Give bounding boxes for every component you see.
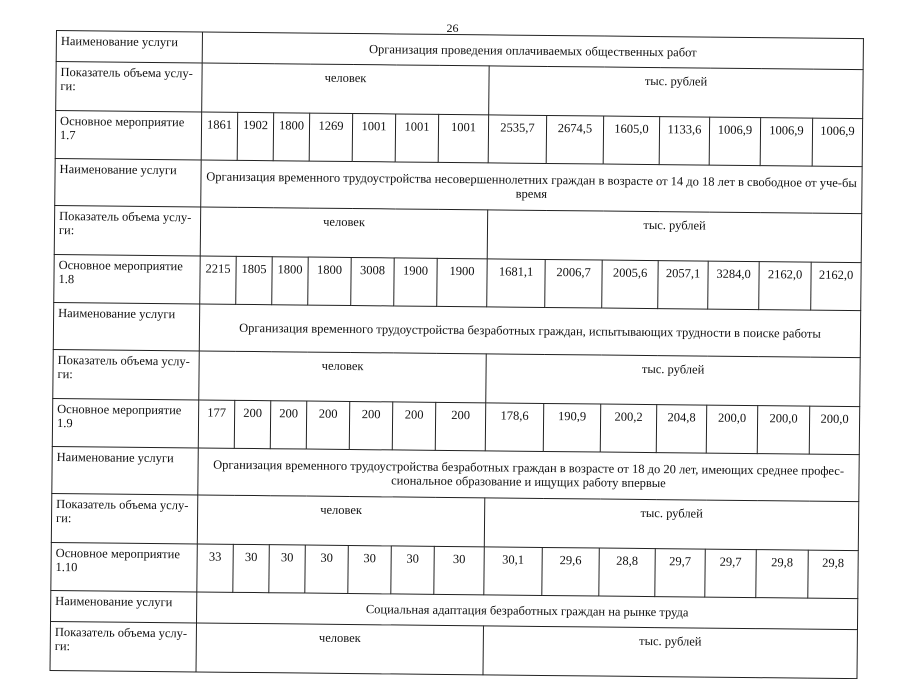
services-table <box>50 30 864 679</box>
people-value-cell: 1001 <box>352 114 395 162</box>
money-value-cell: 29,6 <box>542 547 599 596</box>
money-value-cell: 30,1 <box>484 547 542 596</box>
service-name: Социальная адаптация безработных граждан на рынке труда <box>197 592 858 630</box>
activity-row <box>52 398 859 454</box>
activity-row <box>51 542 858 598</box>
people-value-cell: 30 <box>305 545 348 593</box>
money-value-cell: 200,0 <box>757 406 809 455</box>
money-value-cell: 190,9 <box>543 403 600 452</box>
people-value-cell: 33 <box>197 544 233 592</box>
indicator-row <box>51 493 859 550</box>
money-value-cell: 1006,9 <box>812 118 863 167</box>
indicator-label: Показатель объема услу-ги: <box>50 621 196 671</box>
service-label: Наименование услуги <box>53 302 199 350</box>
people-value-cell: 2215 <box>200 256 236 304</box>
people-value-cell: 1800 <box>273 113 309 161</box>
page-number: 26 <box>446 21 459 35</box>
money-value-cell: 204,8 <box>656 405 706 454</box>
money-value-cell: 1605,0 <box>603 116 659 165</box>
money-value-cell: 178,6 <box>485 403 543 452</box>
unit-money: тыс. рублей <box>483 626 858 679</box>
activity-label: Основное мероприятие 1.9 <box>52 398 198 447</box>
service-name: Организация временного трудоустройства несовершеннолетних граждан в возрасте от 14 до 18 лет в свободное от уче-бы время <box>201 160 862 214</box>
people-value-cell: 30 <box>348 545 391 593</box>
activity-row <box>54 254 861 310</box>
money-value-cell: 29,8 <box>756 550 808 599</box>
money-value-cell: 2006,7 <box>545 259 602 308</box>
service-name: Организация временного трудоустройства безработных граждан в возрасте от 18 до 20 лет, имеющих среднее профес-сиональное образование и ищущих работу впервые <box>198 448 859 502</box>
people-value-cell: 30 <box>391 546 434 594</box>
people-value-cell: 30 <box>434 546 484 595</box>
people-value-cell: 200 <box>435 402 485 451</box>
service-name: Организация проведения оплачиваемых общественных работ <box>202 32 863 70</box>
service-name-row <box>55 158 862 213</box>
unit-money: тыс. рублей <box>484 498 859 551</box>
money-value-cell: 29,8 <box>808 550 859 599</box>
unit-people: человек <box>197 495 484 547</box>
money-value-cell: 2674,5 <box>546 115 603 164</box>
activity-label: Основное мероприятие 1.10 <box>51 542 197 591</box>
unit-people: человек <box>199 351 486 403</box>
table-body <box>50 31 863 679</box>
money-value-cell: 1006,9 <box>709 117 760 166</box>
money-value-cell: 200,0 <box>809 406 860 455</box>
indicator-row <box>50 621 858 678</box>
people-value-cell: 3008 <box>351 258 394 306</box>
unit-people: человек <box>196 623 483 675</box>
people-value-cell: 1001 <box>395 114 438 162</box>
money-value-cell: 2057,1 <box>658 261 708 310</box>
money-value-cell: 2535,7 <box>488 115 546 164</box>
service-name: Организация временного трудоустройства безработных граждан, испытывающих трудности в поиске работы <box>199 304 860 358</box>
money-value-cell: 2005,6 <box>602 260 658 309</box>
people-value-cell: 1269 <box>309 113 352 161</box>
unit-money: тыс. рублей <box>487 210 862 263</box>
money-value-cell: 2162,0 <box>759 262 811 311</box>
people-value-cell: 200 <box>306 401 349 449</box>
activity-label: Основное мероприятие 1.7 <box>55 111 201 160</box>
service-name-row <box>52 446 859 501</box>
activity-label: Основное мероприятие 1.8 <box>54 254 200 303</box>
money-value-cell: 1681,1 <box>487 259 545 308</box>
indicator-label: Показатель объема услу-ги: <box>54 205 200 255</box>
people-value-cell: 1800 <box>272 257 308 305</box>
people-value-cell: 177 <box>198 400 234 448</box>
people-value-cell: 30 <box>269 545 305 593</box>
money-value-cell: 2162,0 <box>811 262 862 311</box>
indicator-label: Показатель объема услу-ги: <box>53 349 199 399</box>
people-value-cell: 200 <box>392 402 435 450</box>
service-label: Наименование услуги <box>52 446 198 494</box>
document-table-wrapper <box>50 30 864 679</box>
activity-row <box>55 111 862 167</box>
indicator-label: Показатель объема услу-ги: <box>56 62 202 112</box>
indicator-label: Показатель объема услу-ги: <box>51 493 197 543</box>
service-label: Наименование услуги <box>51 590 197 622</box>
indicator-row <box>53 349 861 406</box>
service-label: Наименование услуги <box>55 158 201 206</box>
indicator-row <box>56 62 864 119</box>
indicator-row <box>54 205 862 262</box>
people-value-cell: 1902 <box>237 112 273 160</box>
money-value-cell: 3284,0 <box>708 261 759 310</box>
unit-money: тыс. рублей <box>486 354 861 407</box>
people-value-cell: 1800 <box>308 257 351 305</box>
service-name-row <box>53 302 860 357</box>
money-value-cell: 1006,9 <box>760 118 812 167</box>
people-value-cell: 200 <box>234 400 270 448</box>
money-value-cell: 28,8 <box>599 548 655 597</box>
people-value-cell: 200 <box>349 401 392 449</box>
people-value-cell: 1900 <box>437 258 487 307</box>
money-value-cell: 29,7 <box>655 549 705 598</box>
unit-people: человек <box>202 63 489 115</box>
people-value-cell: 30 <box>233 544 269 592</box>
people-value-cell: 1900 <box>394 258 437 306</box>
unit-money: тыс. рублей <box>489 66 864 119</box>
service-label: Наименование услуги <box>56 31 202 63</box>
unit-people: человек <box>200 207 487 259</box>
money-value-cell: 1133,6 <box>659 117 709 166</box>
people-value-cell: 1861 <box>201 112 237 160</box>
people-value-cell: 1805 <box>236 256 272 304</box>
money-value-cell: 200,0 <box>706 405 757 454</box>
money-value-cell: 200,2 <box>600 404 656 453</box>
people-value-cell: 1001 <box>438 114 488 163</box>
people-value-cell: 200 <box>270 401 306 449</box>
money-value-cell: 29,7 <box>705 549 756 598</box>
